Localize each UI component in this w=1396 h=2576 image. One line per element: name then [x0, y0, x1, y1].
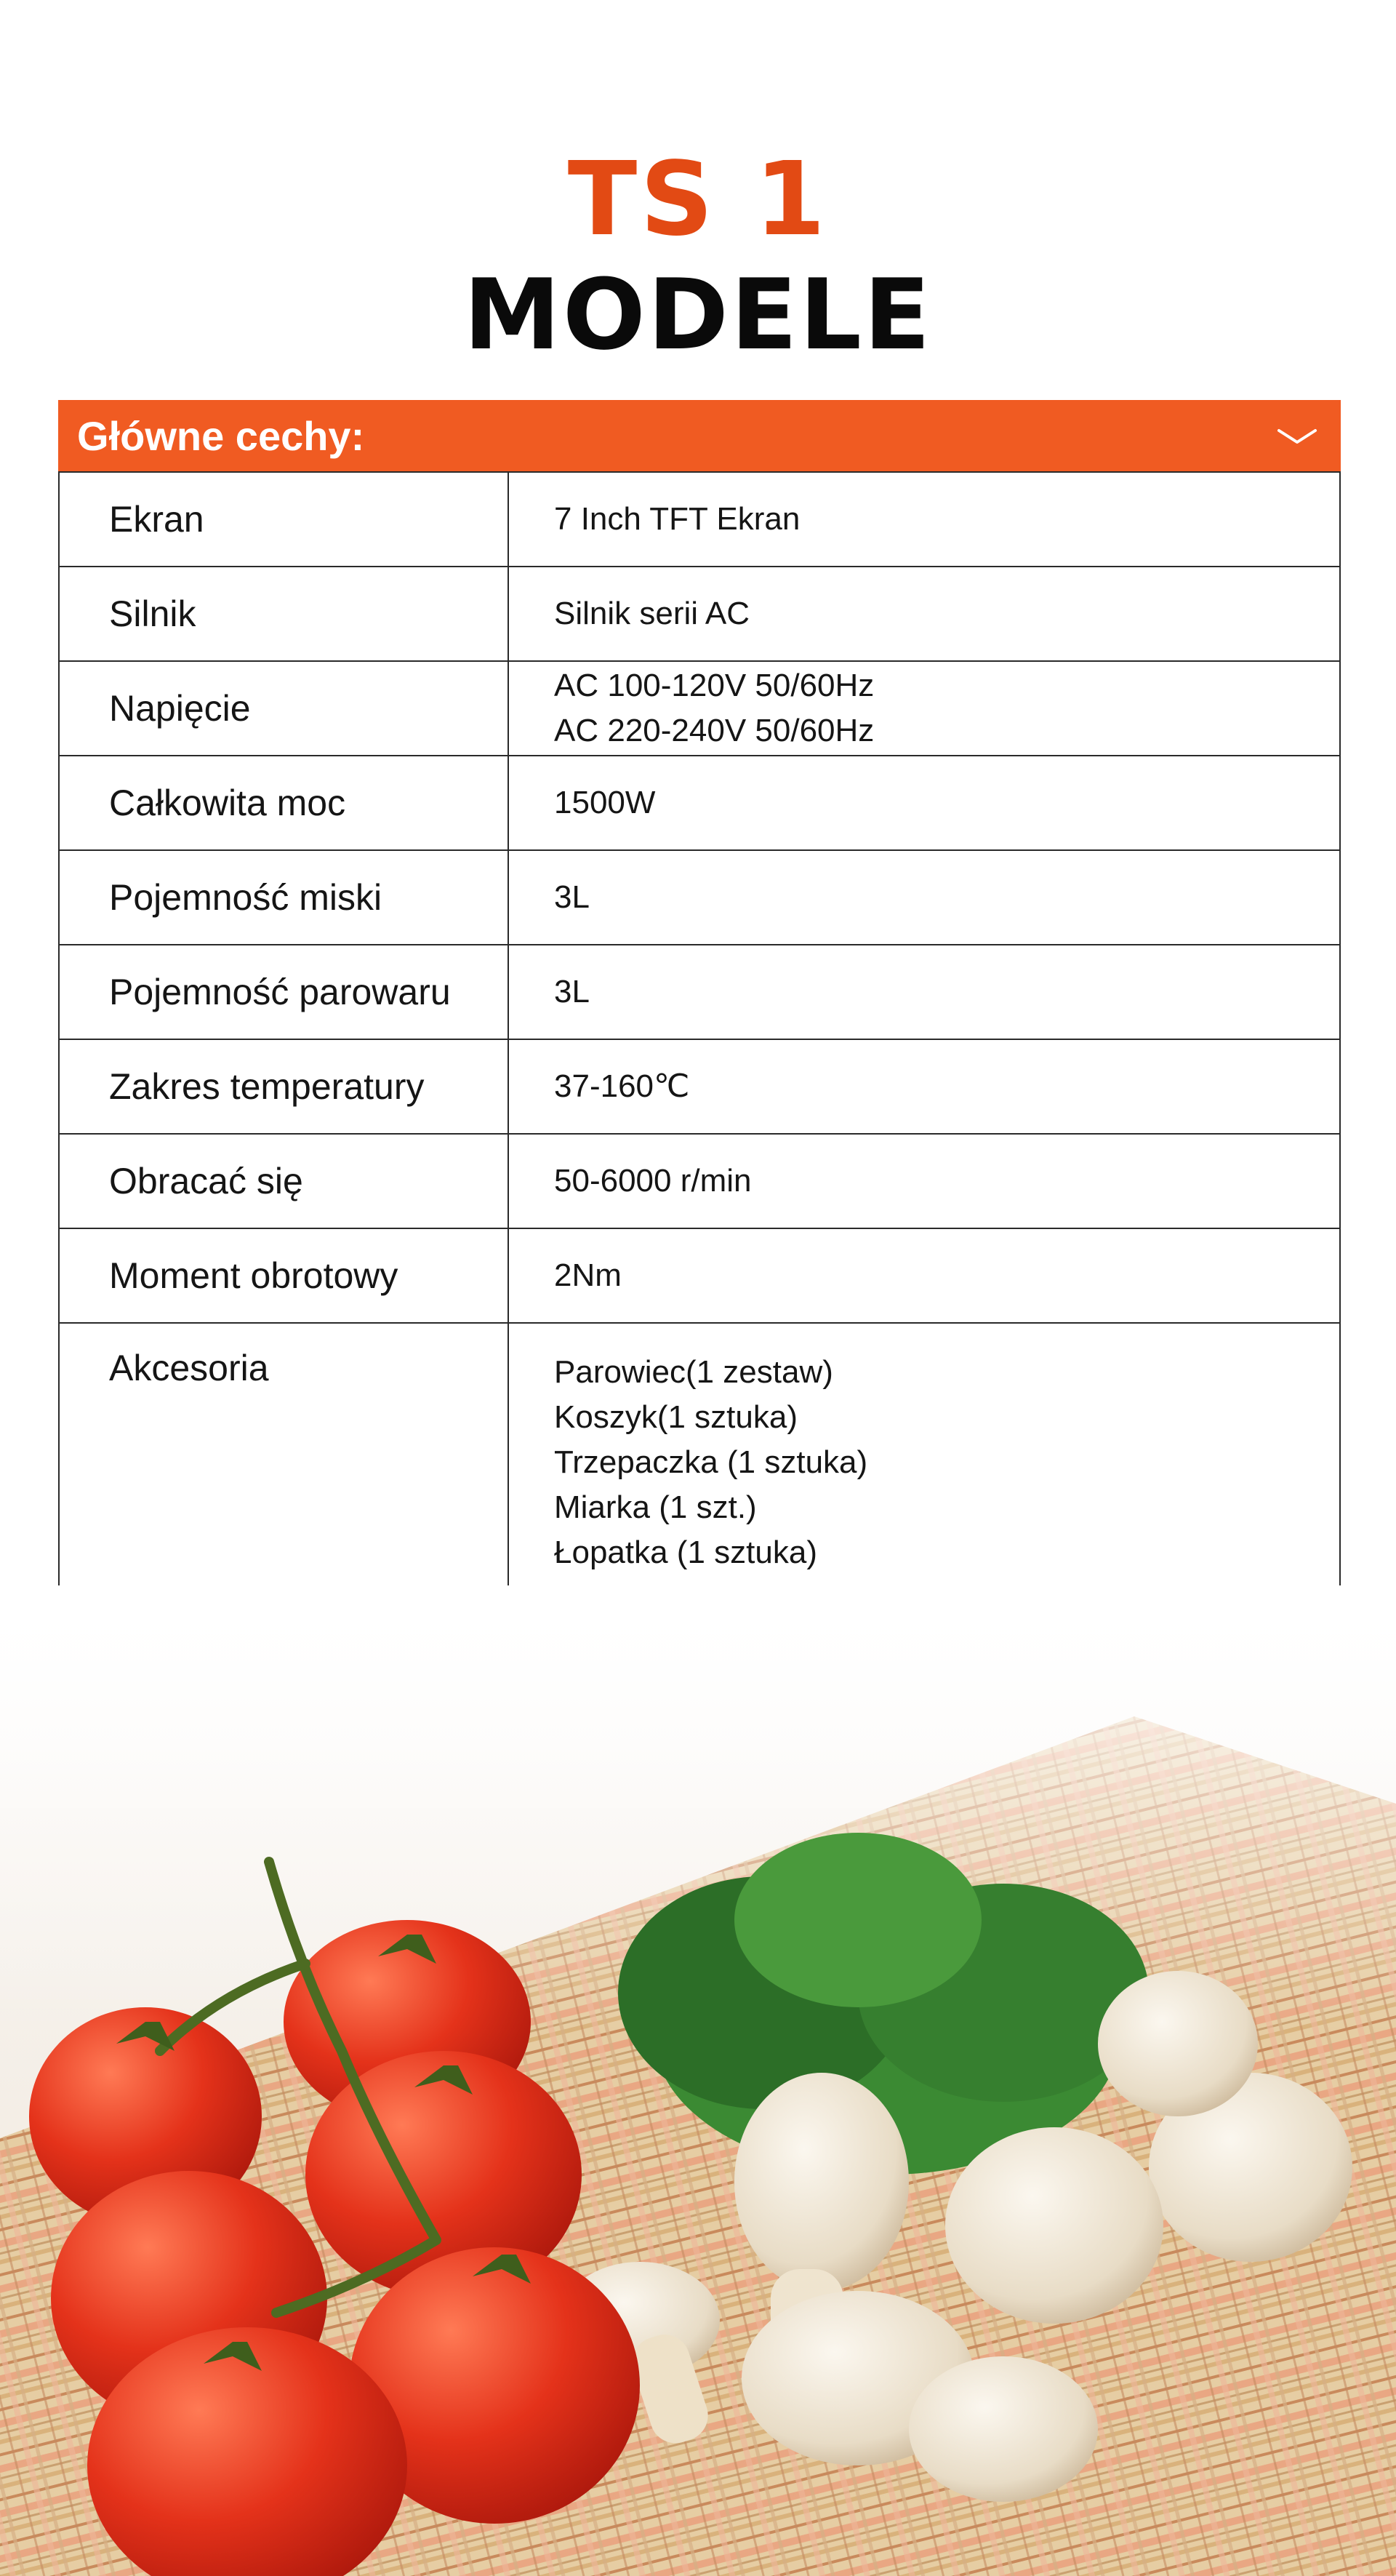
row-value-rotation [508, 1134, 1340, 1228]
value-line: 2Nm [554, 1257, 622, 1293]
row-value-temperature [508, 1039, 1340, 1134]
vegetables-photo [0, 1585, 1396, 2576]
spec-table [58, 400, 1341, 1604]
row-label-accessories: Akcesoria [59, 1323, 508, 1604]
table-row [59, 850, 1340, 945]
table-row [59, 1228, 1340, 1323]
row-label-bowl: Pojemność miski [59, 850, 508, 945]
table-row [59, 567, 1340, 661]
row-label-temperature: Zakres temperatury [59, 1039, 508, 1134]
table-row [59, 945, 1340, 1039]
row-label-torque: Moment obrotowy [59, 1228, 508, 1323]
chevron-down-icon[interactable] [1275, 421, 1319, 450]
value-line: Miarka (1 szt.) [554, 1489, 757, 1525]
value-line: AC 100-120V 50/60Hz [554, 668, 875, 703]
row-value-motor [508, 567, 1340, 661]
value-line: 3L [554, 879, 590, 915]
value-line: 1500W [554, 785, 656, 820]
value-line: 7 Inch TFT Ekran [554, 501, 801, 537]
row-value-torque [508, 1228, 1340, 1323]
row-value-screen [508, 472, 1340, 567]
row-label-power: Całkowita moc [59, 756, 508, 850]
value-line: Łopatka (1 sztuka) [554, 1535, 817, 1570]
row-value-power [508, 756, 1340, 850]
value-line: Silnik serii AC [554, 596, 750, 631]
spec-header-title: Główne cechy: [77, 412, 365, 459]
table-row [59, 1039, 1340, 1134]
row-label-rotation: Obracać się [59, 1134, 508, 1228]
spec-rows [58, 471, 1341, 1604]
value-line: 37-160℃ [554, 1068, 690, 1104]
value-line: AC 220-240V 50/60Hz [554, 713, 875, 748]
row-label-steamer: Pojemność parowaru [59, 945, 508, 1039]
row-label-screen: Ekran [59, 472, 508, 567]
row-value-accessories [508, 1323, 1340, 1604]
row-value-steamer [508, 945, 1340, 1039]
row-value-voltage [508, 661, 1340, 756]
value-line: Parowiec(1 zestaw) [554, 1354, 833, 1390]
model-name: TS 1 [567, 140, 829, 259]
table-row [59, 756, 1340, 850]
table-row [59, 661, 1340, 756]
value-line: Koszyk(1 sztuka) [554, 1399, 798, 1435]
table-row [59, 1323, 1340, 1604]
spec-header[interactable] [58, 400, 1341, 471]
table-row [59, 1134, 1340, 1228]
value-line: Trzepaczka (1 sztuka) [554, 1444, 868, 1480]
table-row [59, 472, 1340, 567]
row-label-motor: Silnik [59, 567, 508, 661]
value-line: 3L [554, 974, 590, 1009]
row-label-voltage: Napięcie [59, 661, 508, 756]
models-heading: MODELE [463, 258, 933, 372]
row-value-bowl [508, 850, 1340, 945]
page-title [0, 140, 1396, 372]
value-line: 50-6000 r/min [554, 1163, 752, 1199]
